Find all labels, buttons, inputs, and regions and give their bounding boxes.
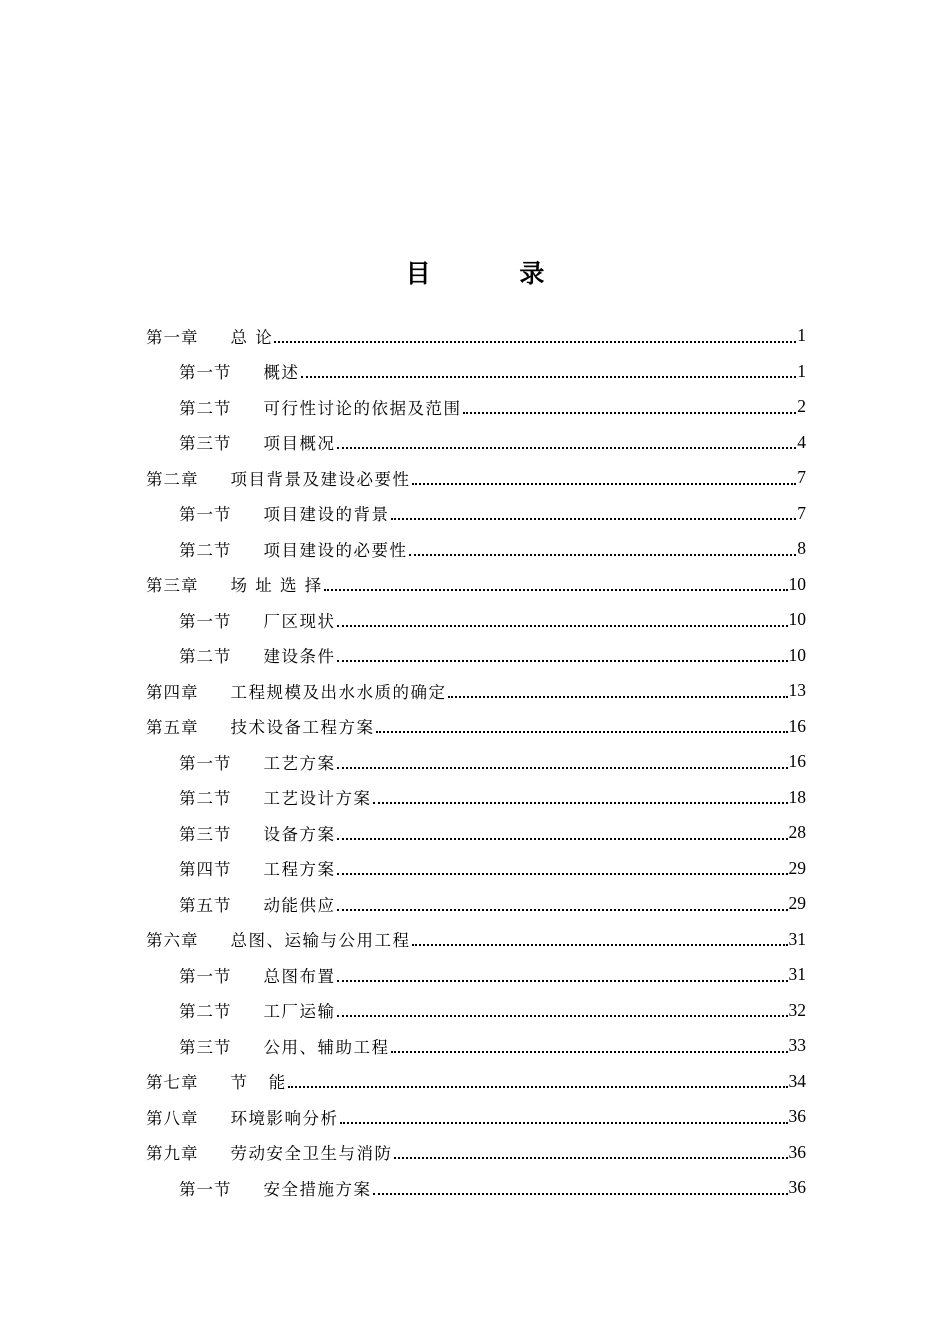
toc-page-number: 13 bbox=[788, 680, 806, 701]
toc-page-number: 31 bbox=[788, 928, 806, 949]
toc-section-row[interactable] bbox=[146, 1028, 806, 1064]
toc-section-row[interactable] bbox=[146, 496, 806, 532]
toc-entry-label: 第一节 bbox=[179, 753, 232, 773]
toc-entry-label: 第五节 bbox=[179, 895, 232, 915]
toc-page-number: 10 bbox=[788, 573, 806, 594]
toc-entry-label: 第四章 bbox=[146, 682, 199, 702]
toc-section-row[interactable] bbox=[146, 638, 806, 674]
toc-page-number: 32 bbox=[788, 999, 806, 1020]
toc-entry-label: 第一章 bbox=[146, 327, 199, 347]
toc-entry-title: 工艺方案 bbox=[263, 753, 336, 773]
toc-page-number: 29 bbox=[788, 893, 806, 914]
toc-dot-leader bbox=[337, 447, 797, 449]
toc-entry-title: 公用、辅助工程 bbox=[263, 1037, 390, 1057]
toc-entry-title: 项目建设的背景 bbox=[263, 505, 390, 525]
toc-page-number: 4 bbox=[797, 431, 806, 452]
toc-dot-leader bbox=[337, 767, 788, 769]
toc-chapter-row[interactable] bbox=[146, 922, 806, 958]
toc-dot-leader bbox=[337, 909, 788, 911]
toc-dot-leader bbox=[337, 873, 788, 875]
toc-page-number: 1 bbox=[797, 360, 806, 381]
toc-entry-title: 劳动安全卫生与消防 bbox=[230, 1144, 393, 1164]
toc-entry-label: 第八章 bbox=[146, 1108, 199, 1128]
toc-entry-title: 工艺设计方案 bbox=[263, 789, 372, 809]
toc-dot-leader bbox=[337, 980, 788, 982]
toc-chapter-row[interactable] bbox=[146, 460, 806, 496]
toc-dot-leader bbox=[376, 731, 788, 733]
toc-dot-leader bbox=[301, 376, 797, 378]
toc-section-row[interactable] bbox=[146, 815, 806, 851]
toc-chapter-row[interactable] bbox=[146, 1135, 806, 1171]
toc-dot-leader bbox=[391, 518, 797, 520]
toc-entry-label: 第一节 bbox=[179, 611, 232, 631]
toc-entry-label: 第六章 bbox=[146, 931, 199, 951]
toc-entry-title: 场 址 选 择 bbox=[230, 576, 323, 596]
toc-entry-title: 动能供应 bbox=[263, 895, 336, 915]
toc-page-number: 29 bbox=[788, 857, 806, 878]
toc-entry-title: 建设条件 bbox=[263, 647, 336, 667]
toc-entry-title: 工程方案 bbox=[263, 860, 336, 880]
toc-page-number: 31 bbox=[788, 964, 806, 985]
toc-entry-title: 总 论 bbox=[230, 327, 274, 347]
toc-entry-label: 第二节 bbox=[179, 540, 232, 560]
toc-section-row[interactable] bbox=[146, 1170, 806, 1206]
toc-chapter-row[interactable] bbox=[146, 318, 806, 354]
toc-section-row[interactable] bbox=[146, 354, 806, 390]
toc-section-row[interactable] bbox=[146, 957, 806, 993]
toc-section-row[interactable] bbox=[146, 993, 806, 1029]
toc-dot-leader bbox=[337, 838, 788, 840]
toc-dot-leader bbox=[394, 1157, 788, 1159]
toc-page-number: 36 bbox=[788, 1177, 806, 1198]
toc-entry-label: 第一节 bbox=[179, 966, 232, 986]
toc-entry-label: 第二节 bbox=[179, 398, 232, 418]
toc-page-number: 34 bbox=[788, 1070, 806, 1091]
toc-entry-label: 第二节 bbox=[179, 789, 232, 809]
toc-dot-leader bbox=[324, 589, 788, 591]
toc-entry-label: 第五章 bbox=[146, 718, 199, 738]
toc-chapter-row[interactable] bbox=[146, 709, 806, 745]
toc-section-row[interactable] bbox=[146, 744, 806, 780]
toc-entry-title: 总图布置 bbox=[263, 966, 336, 986]
toc-chapter-row[interactable] bbox=[146, 1099, 806, 1135]
toc-page-number: 16 bbox=[788, 751, 806, 772]
toc-dot-leader bbox=[409, 554, 797, 556]
toc-entry-label: 第二节 bbox=[179, 647, 232, 667]
toc-dot-leader bbox=[337, 625, 788, 627]
toc-page-number: 2 bbox=[797, 396, 806, 417]
toc-entry-title: 环境影响分析 bbox=[230, 1108, 339, 1128]
toc-dot-leader bbox=[340, 1122, 788, 1124]
toc-entry-label: 第三章 bbox=[146, 576, 199, 596]
toc-page-number: 7 bbox=[797, 502, 806, 523]
toc-entry-label: 第二章 bbox=[146, 469, 199, 489]
toc-entry-label: 第四节 bbox=[179, 860, 232, 880]
toc-entry-title: 项目概况 bbox=[263, 434, 336, 454]
toc-entry-title: 技术设备工程方案 bbox=[230, 718, 375, 738]
toc-entry-title: 安全措施方案 bbox=[263, 1179, 372, 1199]
toc-section-row[interactable] bbox=[146, 780, 806, 816]
toc-page-number: 33 bbox=[788, 1035, 806, 1056]
toc-entry-title: 设备方案 bbox=[263, 824, 336, 844]
toc-entry-title: 厂区现状 bbox=[263, 611, 336, 631]
toc-entry-label: 第九章 bbox=[146, 1144, 199, 1164]
toc-dot-leader bbox=[337, 1015, 788, 1017]
toc-entry-title: 可行性讨论的依据及范围 bbox=[263, 398, 462, 418]
toc-page-number: 36 bbox=[788, 1106, 806, 1127]
toc-section-row[interactable] bbox=[146, 602, 806, 638]
toc-dot-leader bbox=[463, 412, 797, 414]
toc-page-number: 18 bbox=[788, 786, 806, 807]
page-title: 目 录 bbox=[405, 259, 585, 288]
toc-entry-title: 概述 bbox=[263, 363, 300, 383]
toc-dot-leader bbox=[448, 696, 788, 698]
toc-dot-leader bbox=[274, 341, 796, 343]
toc-page-number: 8 bbox=[797, 538, 806, 559]
table-of-contents bbox=[146, 318, 806, 1206]
toc-section-row[interactable] bbox=[146, 851, 806, 887]
toc-page-number: 16 bbox=[788, 715, 806, 736]
toc-section-row[interactable] bbox=[146, 886, 806, 922]
toc-page-number: 10 bbox=[788, 609, 806, 630]
toc-page-number: 7 bbox=[797, 467, 806, 488]
toc-page-number: 28 bbox=[788, 822, 806, 843]
toc-entry-title: 项目建设的必要性 bbox=[263, 540, 408, 560]
toc-entry-label: 第七章 bbox=[146, 1073, 199, 1093]
toc-dot-leader bbox=[337, 660, 788, 662]
toc-entry-title: 工程规模及出水水质的确定 bbox=[230, 682, 447, 702]
toc-dot-leader bbox=[412, 483, 797, 485]
toc-section-row[interactable] bbox=[146, 425, 806, 461]
toc-dot-leader bbox=[373, 802, 788, 804]
toc-entry-title: 节 能 bbox=[230, 1073, 287, 1093]
toc-chapter-row[interactable] bbox=[146, 673, 806, 709]
toc-page-number: 36 bbox=[788, 1141, 806, 1162]
toc-entry-label: 第三节 bbox=[179, 1037, 232, 1057]
toc-entry-title: 工厂运输 bbox=[263, 1002, 336, 1022]
toc-page-number: 10 bbox=[788, 644, 806, 665]
toc-section-row[interactable] bbox=[146, 531, 806, 567]
toc-entry-label: 第二节 bbox=[179, 1002, 232, 1022]
toc-chapter-row[interactable] bbox=[146, 567, 806, 603]
toc-entry-title: 总图、运输与公用工程 bbox=[230, 931, 411, 951]
toc-entry-label: 第一节 bbox=[179, 363, 232, 383]
toc-chapter-row[interactable] bbox=[146, 1064, 806, 1100]
toc-entry-label: 第三节 bbox=[179, 434, 232, 454]
toc-entry-label: 第三节 bbox=[179, 824, 232, 844]
toc-entry-title: 项目背景及建设必要性 bbox=[230, 469, 411, 489]
toc-dot-leader bbox=[412, 944, 788, 946]
toc-entry-label: 第一节 bbox=[179, 1179, 232, 1199]
toc-page-number: 1 bbox=[797, 325, 806, 346]
toc-dot-leader bbox=[391, 1051, 788, 1053]
toc-section-row[interactable] bbox=[146, 389, 806, 425]
toc-dot-leader bbox=[373, 1193, 788, 1195]
toc-dot-leader bbox=[288, 1086, 788, 1088]
toc-entry-label: 第一节 bbox=[179, 505, 232, 525]
